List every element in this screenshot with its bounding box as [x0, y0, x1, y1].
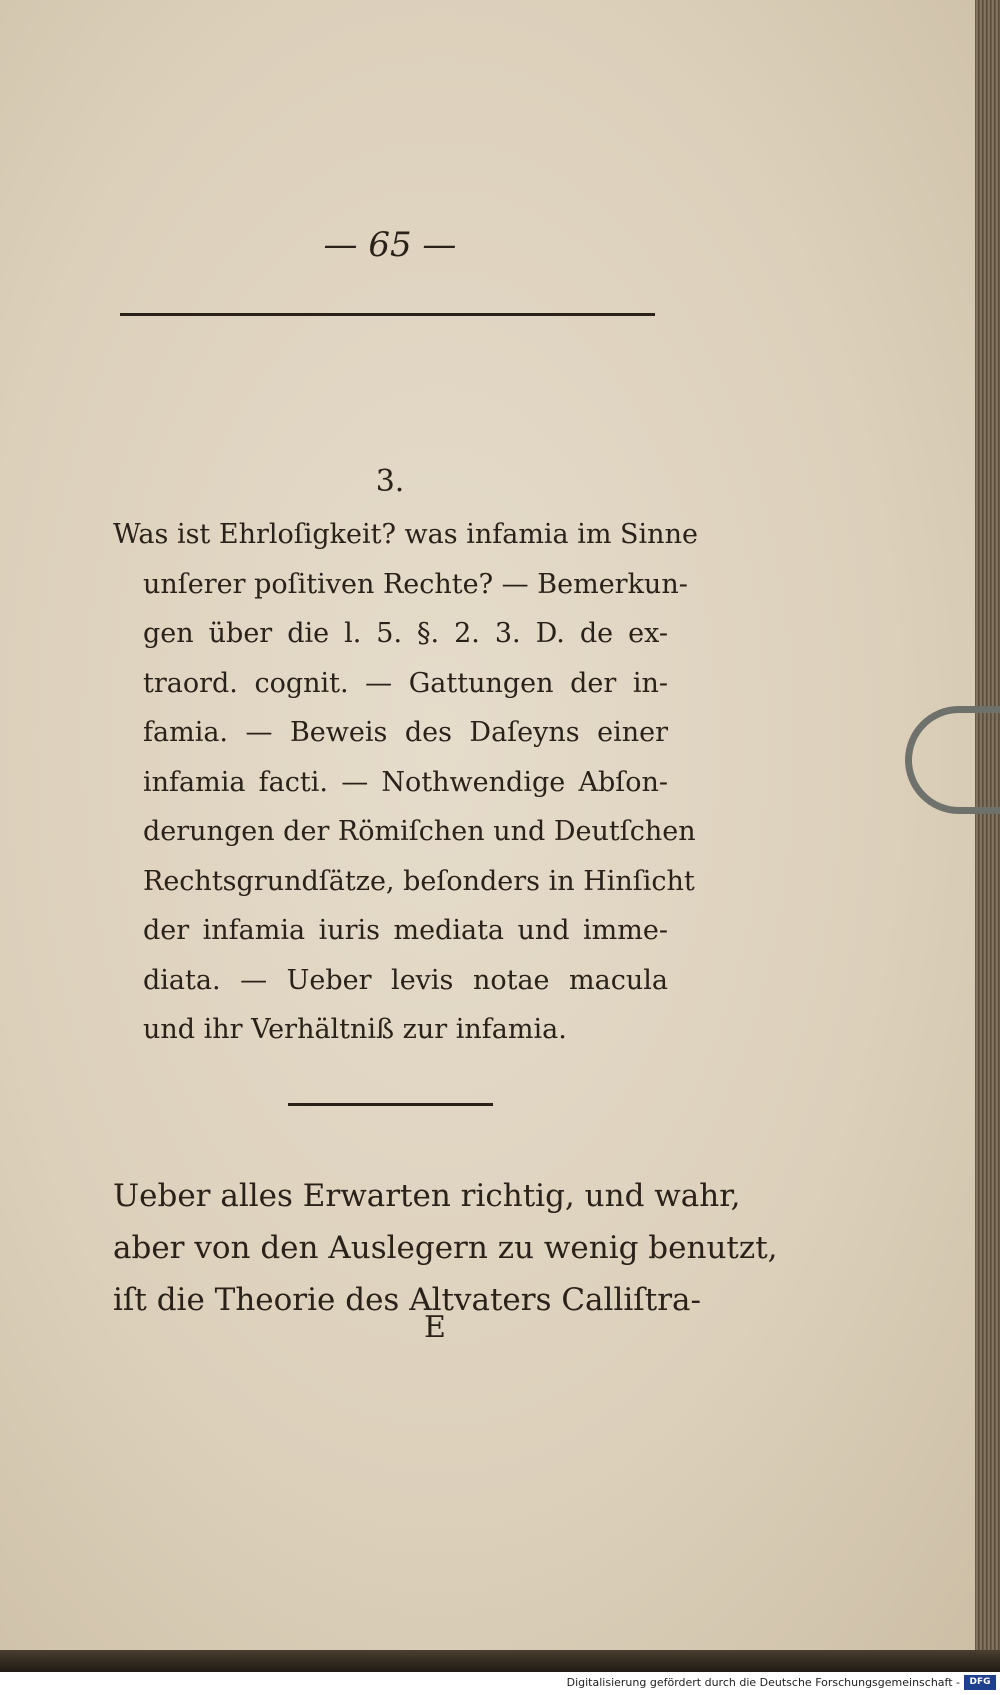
- section-divider: [288, 1103, 493, 1106]
- summary-line: der infamia iuris mediata und imme-: [143, 915, 668, 946]
- section-number: 3.: [375, 464, 405, 499]
- summary-line: unſerer poſitiven Rechte? — Bemerkun-: [143, 568, 688, 600]
- summary-line: famia. — Beweis des Daſeyns einer: [143, 717, 668, 748]
- section-summary: [113, 510, 698, 1055]
- body-text: [113, 1170, 778, 1326]
- summary-line: und ihr Verhältniß zur infamia.: [143, 1014, 567, 1045]
- scan-shadow: [0, 1650, 1000, 1672]
- summary-line: infamia facti. — Nothwendige Abſon-: [143, 766, 668, 798]
- footer-credit: Digitalisierung gefördert durch die Deutsche Forschungsgemeinschaft -: [566, 1676, 960, 1689]
- page-edges: [975, 0, 1000, 1672]
- summary-line: gen über die l. 5. §. 2. 3. D. de ex-: [143, 618, 668, 649]
- summary-line: traord. cognit. — Gattungen der in-: [143, 667, 668, 699]
- summary-line: derungen der Römiſchen und Deutſchen: [143, 816, 696, 847]
- header-rule: [120, 313, 655, 316]
- page-header: — 65 —: [323, 225, 457, 265]
- dfg-logo: DFG: [964, 1675, 996, 1690]
- footer-bar: [0, 1672, 1000, 1695]
- body-line: Ueber alles Erwarten richtig, und wahr,: [113, 1178, 741, 1214]
- body-line: aber von den Auslegern zu wenig benutzt,: [113, 1230, 778, 1266]
- summary-line: Was ist Ehrloſigkeit? was infamia im Sinne: [113, 519, 698, 550]
- body-line: iſt die Theorie des Altvaters Calliſtra-: [113, 1282, 701, 1318]
- summary-line: diata. — Ueber levis notae macula: [143, 964, 668, 996]
- summary-line: Rechtsgrundſätze, beſonders in Hinſicht: [143, 865, 695, 897]
- signature-mark: E: [424, 1310, 446, 1345]
